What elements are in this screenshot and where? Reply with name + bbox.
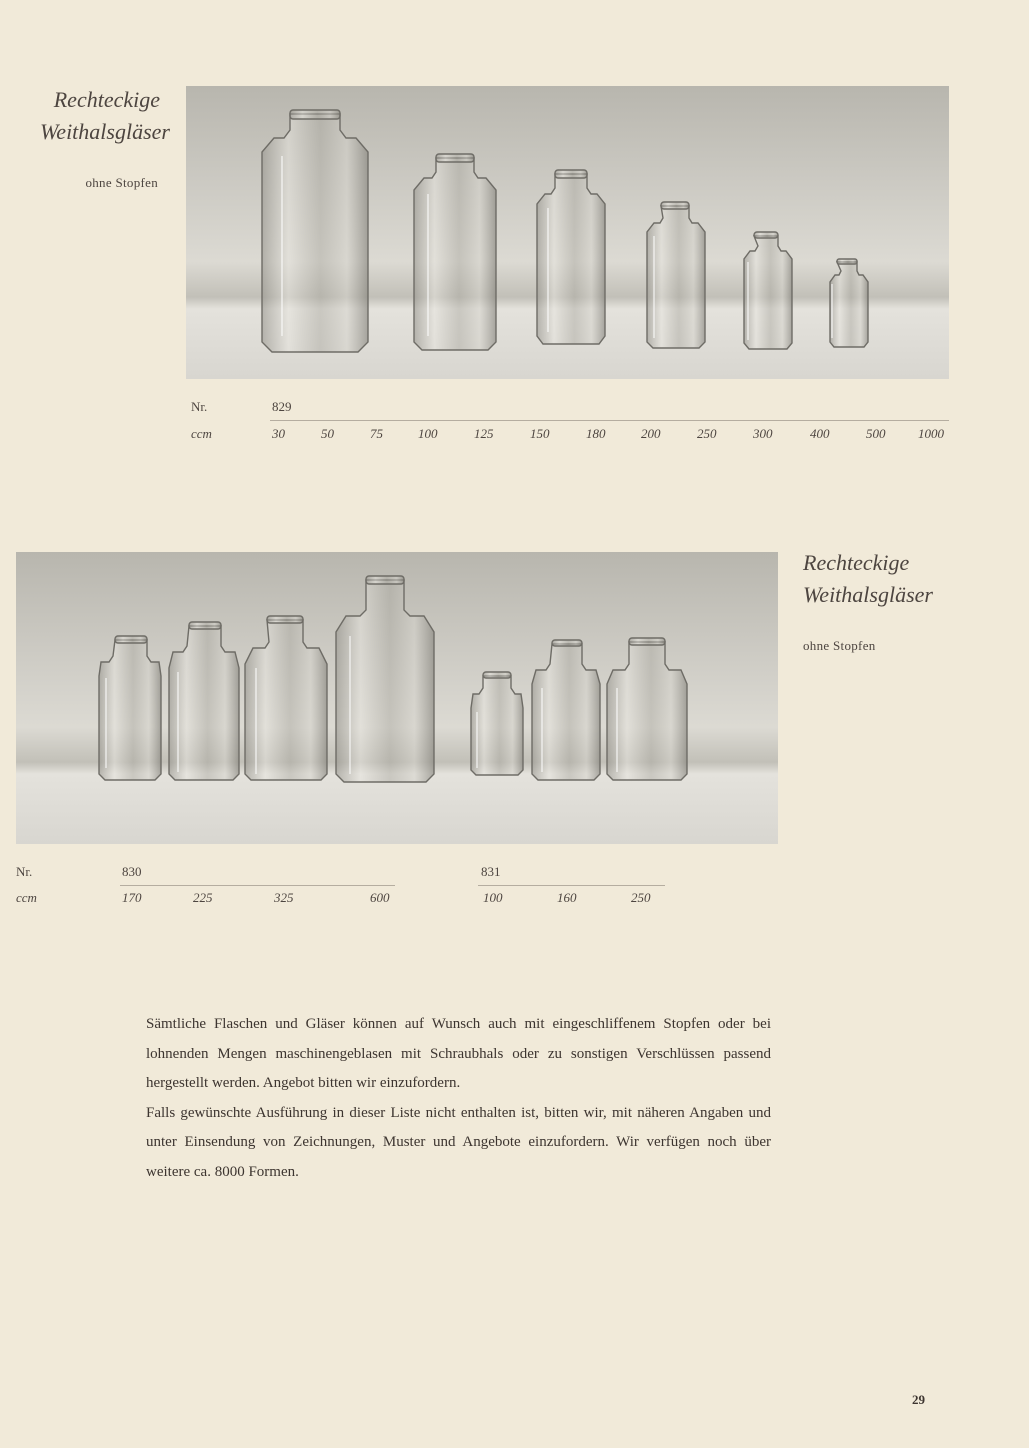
top-bottles-illustration	[186, 86, 949, 379]
top-capacity-50: 50	[321, 426, 334, 441]
group-831-capacity-250: 250	[631, 890, 651, 905]
group-830-capacity-170: 170	[122, 890, 142, 905]
top-capacity-75: 75	[370, 426, 383, 441]
top-capacity-30: 30	[272, 426, 285, 441]
group-831-number: 831	[481, 864, 501, 879]
bottom-bottle-photo	[16, 552, 778, 844]
body-paragraph-1: Sämtliche Flaschen und Gläser können auf Wunsch auch mit eingeschliffenem Stopfen oder bei lohnenden Mengen maschinengeblasen mit Schraubhals oder zu sonstigen Verschlüssen passend hergestellt werden. Angebot bitten wir einzufordern.	[146, 1016, 771, 1091]
group-830-capacity-325: 325	[274, 890, 294, 905]
page-number: 29	[912, 1392, 925, 1407]
top-capacity-1000: 1000	[918, 426, 944, 441]
bottom-bottles-illustration	[16, 552, 778, 844]
bottom-subtitle: ohne Stopfen	[803, 638, 876, 653]
top-capacity-125: 125	[474, 426, 494, 441]
top-heading-line2: Weithalsgläser	[40, 119, 170, 144]
group-830-number: 830	[122, 864, 142, 879]
bottom-heading-line2: Weithalsgläser	[803, 582, 933, 607]
top-product-number: 829	[272, 399, 292, 414]
group-830-capacity-600: 600	[370, 890, 390, 905]
bottom-nr-label: Nr.	[16, 864, 33, 879]
group-831-rule	[478, 885, 665, 886]
top-subtitle: ohne Stopfen	[85, 175, 158, 190]
top-capacity-150: 150	[530, 426, 550, 441]
top-capacity-250: 250	[697, 426, 717, 441]
top-capacity-300: 300	[753, 426, 773, 441]
top-bottle-photo	[186, 86, 949, 379]
body-text	[146, 1010, 771, 1187]
body-paragraph-2: Falls gewünschte Ausführung in dieser Liste nicht enthalten ist, bitten wir, mit näheren Angaben und unter Einsendung von Zeichnungen, Muster und Angebote einzufordern. Wir verfügen noch über weitere ca. 8000 Formen.	[146, 1104, 771, 1180]
top-capacity-180: 180	[586, 426, 606, 441]
group-830-capacity-225: 225	[193, 890, 213, 905]
top-capacity-400: 400	[810, 426, 830, 441]
top-heading	[40, 84, 170, 148]
group-831-capacity-160: 160	[557, 890, 577, 905]
top-capacity-200: 200	[641, 426, 661, 441]
bottom-ccm-label: ccm	[16, 890, 37, 905]
top-nr-label: Nr.	[191, 399, 208, 414]
group-831-capacity-100: 100	[483, 890, 503, 905]
top-heading-line1: Rechteckige	[53, 87, 160, 112]
group-830-rule	[120, 885, 395, 886]
bottom-heading	[803, 547, 963, 611]
bottom-heading-line1: Rechteckige	[803, 550, 910, 575]
top-ccm-label: ccm	[191, 426, 212, 441]
top-capacity-500: 500	[866, 426, 886, 441]
top-capacity-100: 100	[418, 426, 438, 441]
top-table-rule	[270, 420, 949, 421]
